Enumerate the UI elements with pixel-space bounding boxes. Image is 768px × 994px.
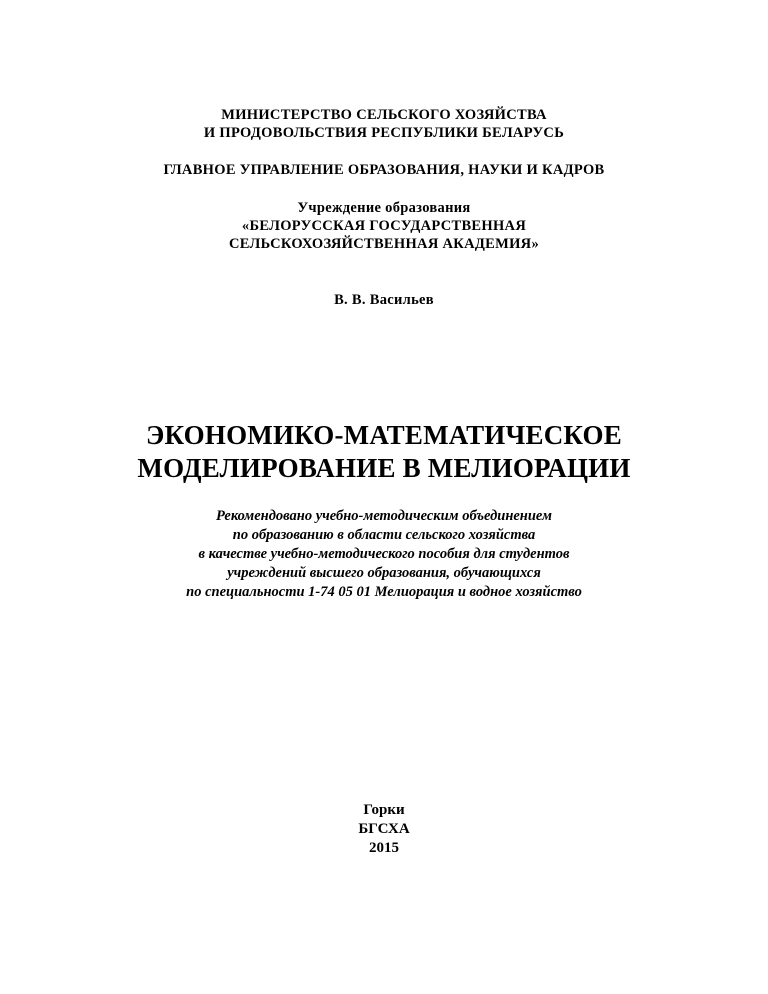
imprint-publisher: БГСХА [358, 821, 410, 837]
book-title-line-2: МОДЕЛИРОВАНИЕ В МЕЛИОРАЦИИ [137, 453, 631, 483]
recommendation-line-2: по образованию в области сельского хозяйства [232, 527, 536, 543]
recommendation-line-5: по специальности 1-74 05 01 Мелиорация и водное хозяйство [186, 584, 582, 600]
institution-name-line-1: «БЕЛОРУССКАЯ ГОСУДАРСТВЕННАЯ [241, 218, 527, 234]
institution-label: Учреждение образования [297, 200, 471, 216]
imprint-city: Горки [363, 802, 405, 818]
department-name: ГЛАВНОЕ УПРАВЛЕНИЕ ОБРАЗОВАНИЯ, НАУКИ И КАДРОВ [163, 162, 605, 178]
ministry-line-2: И ПРОДОВОЛЬСТВИЯ РЕСПУБЛИКИ БЕЛАРУСЬ [203, 125, 565, 141]
book-title-line-1: ЭКОНОМИКО-МАТЕМАТИЧЕСКОЕ [146, 420, 622, 450]
recommendation-line-1: Рекомендовано учебно-методическим объединением [216, 508, 552, 524]
ministry-line-1: МИНИСТЕРСТВО СЕЛЬСКОГО ХОЗЯЙСТВА [221, 107, 547, 123]
recommendation-line-4: учреждений высшего образования, обучающихся [227, 565, 541, 581]
imprint-year: 2015 [369, 840, 399, 856]
institution-name-line-2: СЕЛЬСКОХОЗЯЙСТВЕННАЯ АКАДЕМИЯ» [228, 236, 540, 252]
recommendation-line-3: в качестве учебно-методического пособия для студентов [198, 546, 570, 562]
author-name: В. В. Васильев [334, 292, 434, 308]
